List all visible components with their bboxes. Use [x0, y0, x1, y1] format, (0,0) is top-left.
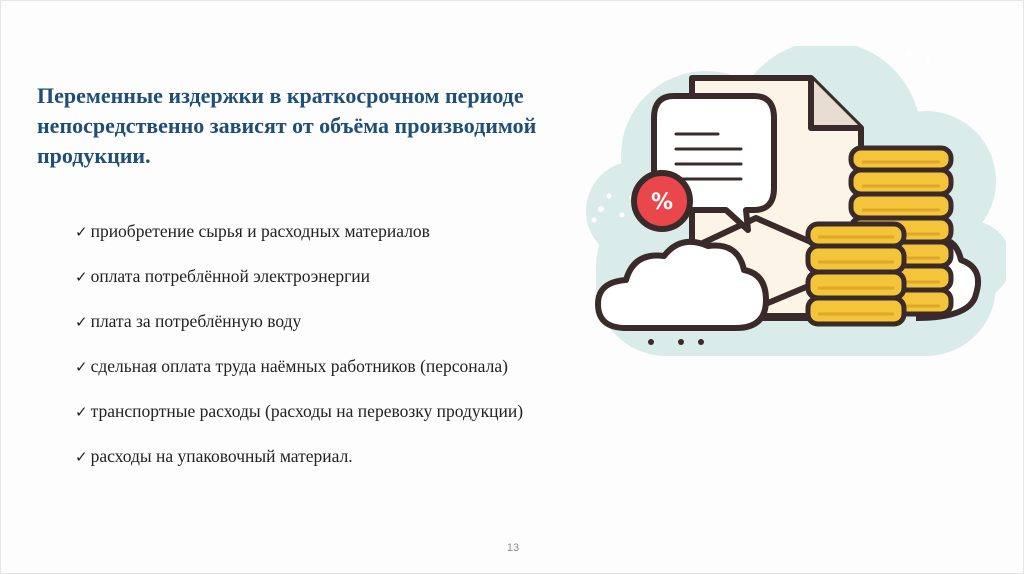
checkmark-icon: ✓: [75, 223, 88, 241]
bullet-list: [75, 209, 523, 479]
list-item-text: расходы на упаковочный материал.: [90, 446, 353, 466]
percent-badge-text: %: [650, 190, 674, 215]
list-item: [75, 299, 523, 344]
checkmark-icon: ✓: [75, 358, 88, 376]
list-item: [75, 434, 523, 479]
list-item: [75, 254, 523, 299]
list-item-text: сдельная оплата труда наёмных работников (персонала): [90, 356, 508, 376]
checkmark-icon: ✓: [75, 268, 88, 286]
checkmark-icon: ✓: [75, 403, 88, 421]
list-item-text: транспортные расходы (расходы на перевозку продукции): [90, 401, 524, 421]
list-item: [75, 209, 523, 254]
page-number: 13: [506, 542, 520, 554]
slide-title: Переменные издержки в краткосрочном периоде непосредственно зависят от объёма производимой продукции.: [37, 83, 537, 168]
list-item: [75, 344, 523, 389]
list-item-text: приобретение сырья и расходных материалов: [90, 221, 430, 241]
list-item-text: плата за потреблённую воду: [90, 311, 302, 331]
list-item: [75, 389, 523, 434]
percent-icon: [634, 173, 690, 229]
checkmark-icon: ✓: [75, 448, 88, 466]
checkmark-icon: ✓: [75, 313, 88, 331]
coin-stack-icon: [808, 224, 904, 324]
finance-illustration: [576, 46, 1006, 366]
list-item-text: оплата потреблённой электроэнергии: [90, 266, 371, 286]
